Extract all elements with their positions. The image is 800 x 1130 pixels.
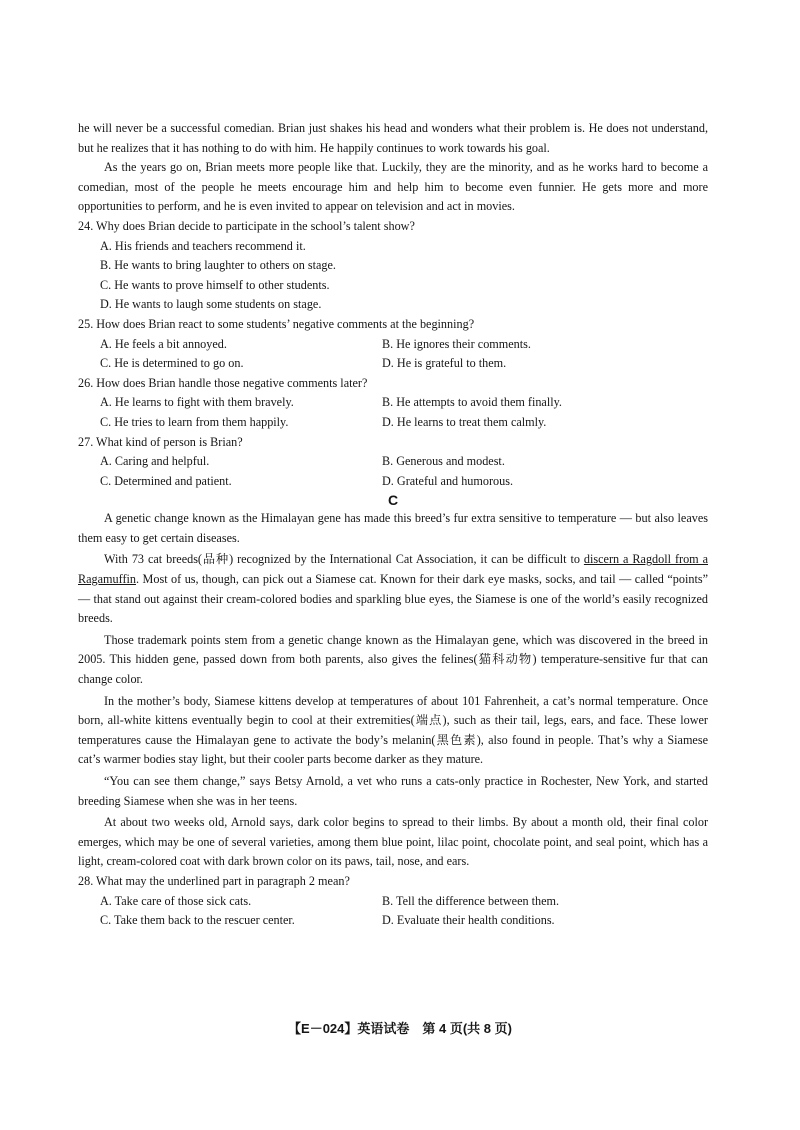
- passage-c-paragraph-3: Those trademark points stem from a genetic change known as the Himalayan gene, which was discovered in the breed in 2005. This hidden gene, passed down from both parents, also gives the felines(猫科动物) temperature-sensitive fur that can change color.: [78, 632, 708, 687]
- section-heading: C: [387, 492, 399, 509]
- passage-c-paragraph-5: “You can see them change,” says Betsy Arnold, a vet who runs a cats-only practice in Rochester, New York, and started breeding Siamese when she was in her teens.: [78, 774, 708, 808]
- page-footer: 【E－024】英语试卷 第 4 页(共 8 页): [288, 1021, 512, 1036]
- question-28: [78, 872, 708, 931]
- option-a: A. Take care of those sick cats.: [100, 893, 252, 908]
- question-stem: 26. How does Brian handle those negative comments later?: [78, 375, 368, 390]
- option-d: D. He learns to treat them calmly.: [382, 414, 547, 429]
- option-a: A. He learns to fight with them bravely.: [100, 395, 294, 410]
- option-a: A. Caring and helpful.: [100, 454, 210, 469]
- passage-c-paragraph-2: [78, 550, 708, 628]
- option-d: D. Evaluate their health conditions.: [382, 913, 555, 928]
- option-b: B. He attempts to avoid them finally.: [382, 395, 562, 410]
- passage-b-paragraph: As the years go on, Brian meets more people like that. Luckily, they are the minority, and as he works hard to become a comedian, most of the people he meets encourage him and help him to become even funnier. He gets more and more opportunities to perform, and he is even invited to appear on television and act in movies.: [78, 160, 708, 214]
- option-c: C. Determined and patient.: [100, 473, 232, 488]
- passage-c-paragraph-1: A genetic change known as the Himalayan gene has made this breed’s fur extra sensitive to temperature — but also leaves them easy to get certain diseases.: [78, 511, 708, 545]
- passage-b-paragraph: he will never be a successful comedian. Brian just shakes his head and wonders what their problem is. He does not understand, but he realizes that it has nothing to do with him. He happily continues to work towards his goal.: [78, 121, 708, 155]
- option-b: B. He wants to bring laughter to others on stage.: [100, 258, 336, 273]
- question-24: [78, 217, 708, 315]
- question-stem: 28. What may the underlined part in paragraph 2 mean?: [78, 873, 350, 888]
- underlined-phrase: discern a Ragdoll from a Ragamuffin: [78, 552, 709, 587]
- option-d: D. He is grateful to them.: [382, 356, 507, 371]
- paragraph-text: . Most of us, though, can pick out a Siamese cat. Known for their dark eye masks, socks, and tail — called “points” — that stand out against their cream-colored bodies and sparkling blue eyes, the Siamese is one of the world’s easily recognized breeds.: [78, 572, 708, 626]
- question-stem: 24. Why does Brian decide to participate in the school’s talent show?: [78, 218, 415, 233]
- passage-c-paragraph-4: In the mother’s body, Siamese kittens develop at temperatures of about 101 Fahrenheit, a cat’s normal temperature. Once born, all-white kittens eventually begin to cool at their extremities(端点), such as their tail, legs, ears, and face. These lower temperatures cause the Himalayan gene to activate the body’s melanin(黑色素), also found in people. That’s why a Siamese cat’s warmer bodies stay light, but their cooler parts become darker as they mature.: [78, 693, 708, 767]
- exam-page: [78, 119, 708, 931]
- question-stem: 25. How does Brian react to some students’ negative comments at the beginning?: [78, 316, 475, 331]
- option-b: B. He ignores their comments.: [382, 336, 531, 351]
- option-c: C. He tries to learn from them happily.: [100, 414, 289, 429]
- question-26: [78, 374, 708, 433]
- option-b: B. Tell the difference between them.: [382, 893, 560, 908]
- passage-c-paragraph-6: At about two weeks old, Arnold says, dark color begins to spread to their limbs. By about a month old, their final color emerges, which may be one of several varieties, among them blue point, lilac point, chocolate point, and seal point, which has a light, cream-colored coat with dark brown color on its paws, tail, nose, and ears.: [78, 815, 708, 869]
- option-c: C. Take them back to the rescuer center.: [100, 913, 295, 928]
- paragraph-text: With 73 cat breeds(品种) recognized by the International Cat Association, it can be difficult to: [104, 552, 584, 567]
- option-d: D. He wants to laugh some students on stage.: [100, 297, 322, 312]
- option-c: C. He wants to prove himself to other students.: [100, 277, 330, 292]
- option-d: D. Grateful and humorous.: [382, 473, 513, 488]
- question-27: [78, 433, 708, 492]
- option-c: C. He is determined to go on.: [100, 356, 244, 371]
- question-stem: 27. What kind of person is Brian?: [78, 434, 243, 449]
- option-b: B. Generous and modest.: [382, 454, 505, 469]
- question-25: [78, 315, 708, 374]
- option-a: A. His friends and teachers recommend it.: [100, 238, 306, 253]
- option-a: A. He feels a bit annoyed.: [100, 336, 227, 351]
